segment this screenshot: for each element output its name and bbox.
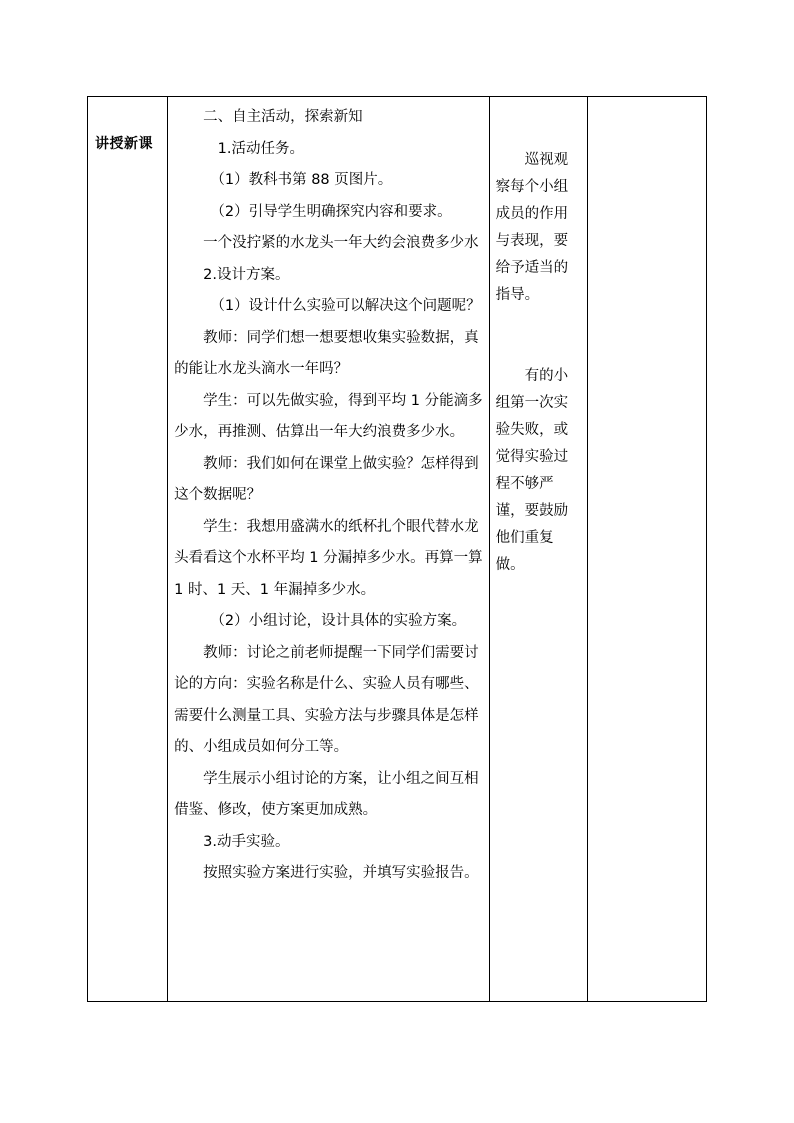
guidance-note: 巡视观察每个小组成员的作用与表现，要给予适当的指导。 [495,152,569,303]
content-line: 学生展示小组讨论的方案，让小组之间互相借鉴、修改，使方案更加成熟。 [174,770,479,818]
content-line: 1.活动任务。 [217,140,304,157]
content-line: 2.设计方案。 [203,266,290,283]
content-line: 教师：同学们想一想要想收集实验数据，真的能让水龙头滴水一年吗？ [174,329,479,377]
lesson-plan-table [87,96,707,1002]
stage-label: 讲授新课 [95,136,153,152]
content-cell [168,97,490,1002]
stage-cell [88,97,168,1002]
content-line: 教师：讨论之前老师提醒一下同学们需要讨论的方向：实验名称是什么、实验人员有哪些、需要什么测量工具、实验方法与步骤具体是怎样的、小组成员如何分工等。 [174,644,479,755]
content-line: 学生：可以先做实验，得到平均 1 分能滴多少水，再推测、估算出一年大约浪费多少水。 [174,392,483,440]
content-line: （1）教科书第 88 页图片。 [210,172,393,188]
section-heading: 二、自主活动，探索新知 [203,109,363,125]
guidance-cell [489,97,587,1002]
content-line: 一个没拧紧的水龙头一年大约会浪费多少水 [203,235,479,251]
content-line: （1）设计什么实验可以解决这个问题呢？ [210,298,481,314]
table-row [88,97,707,1002]
content-line: （2）引导学生明确探究内容和要求。 [210,203,452,220]
content-line: 教师：我们如何在课堂上做实验？怎样得到这个数据呢？ [174,455,479,503]
notes-cell [587,97,706,1002]
content-line: （2）小组讨论，设计具体的实验方案。 [210,613,467,629]
guidance-note: 有的小组第一次实验失败，或觉得实验过程不够严谨，要鼓励他们重复做。 [495,368,569,573]
content-line: 学生：我想用盛满水的纸杯扎个眼代替水龙头看看这个水杯平均 1 分漏掉多少水。再算一算 1 时、1 天、1 年漏掉多少水。 [174,518,483,598]
content-line: 按照实验方案进行实验，并填写实验报告。 [203,865,479,881]
content-line: 3.动手实验。 [203,833,290,850]
